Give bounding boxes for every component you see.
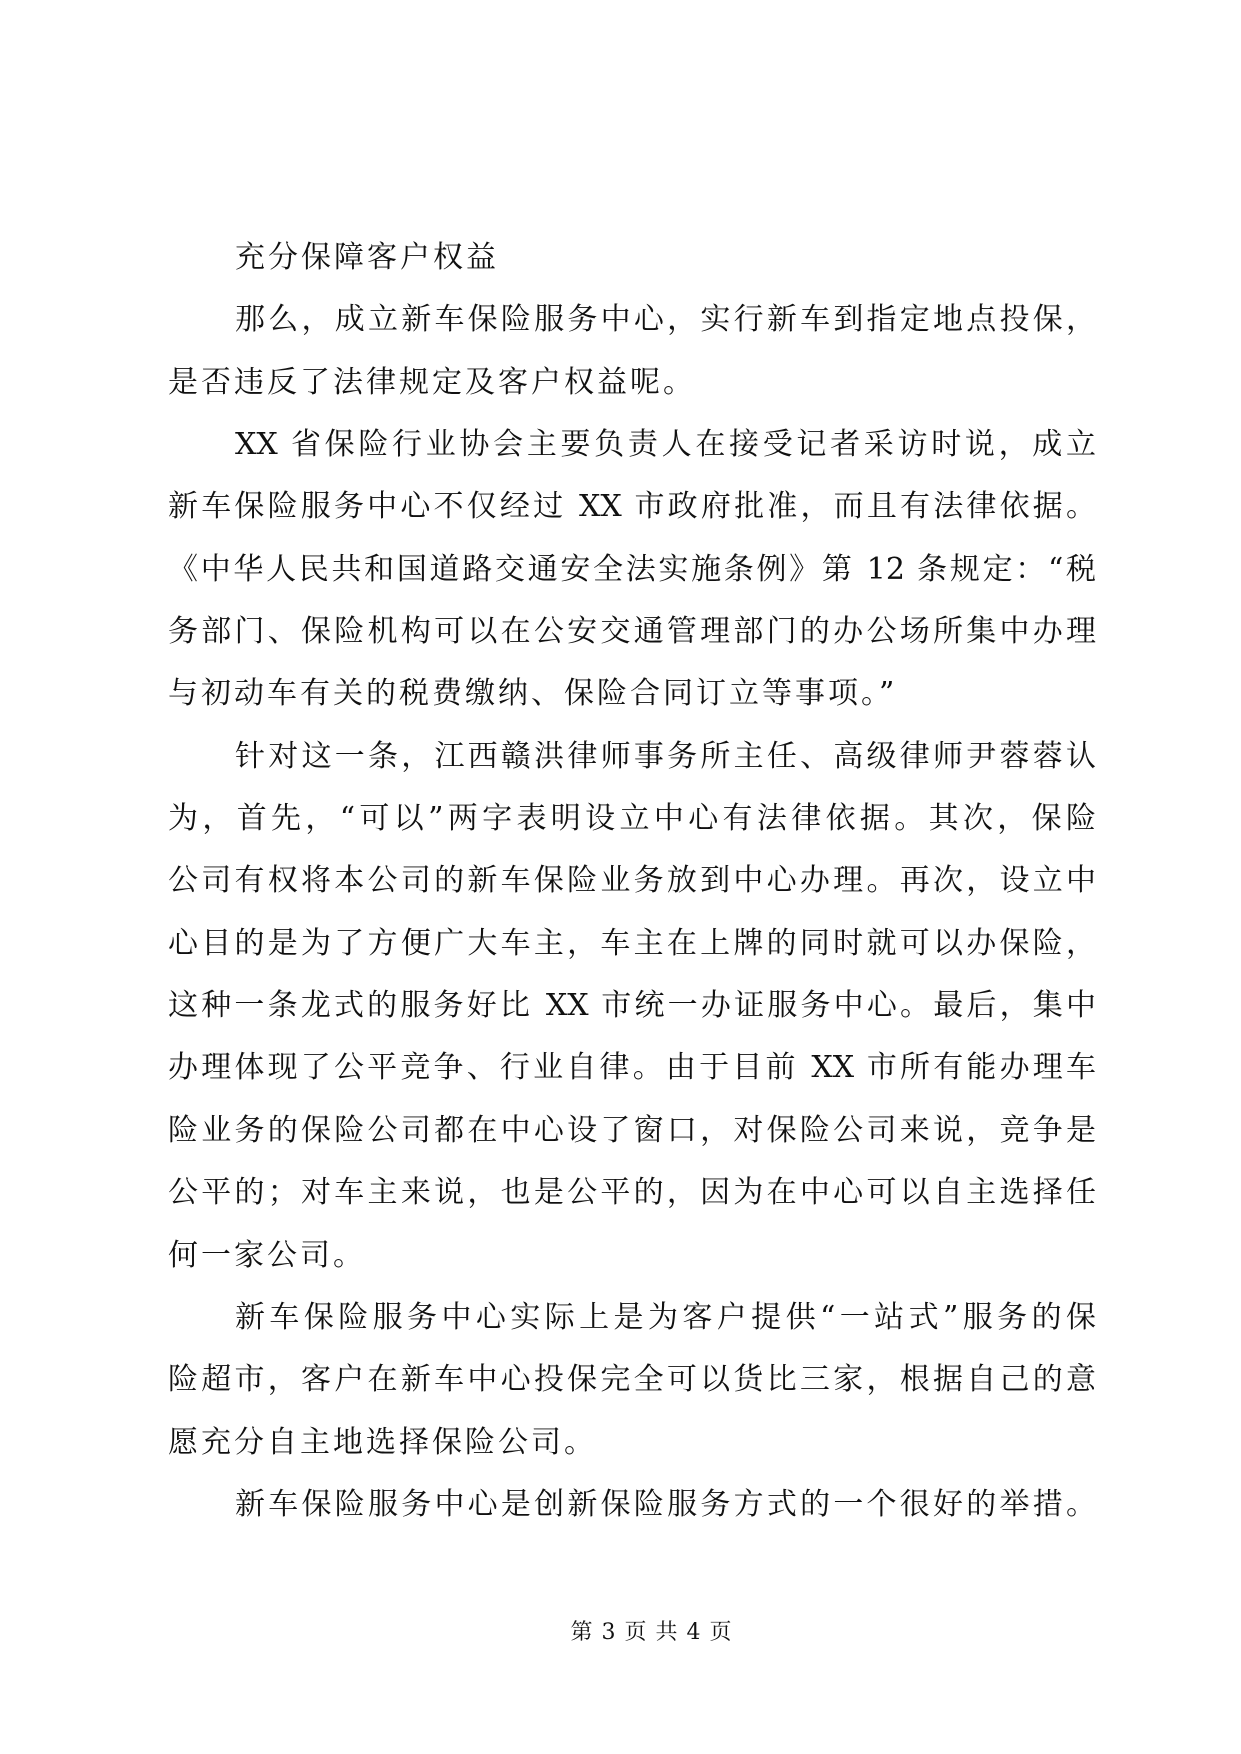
text-line: 险超市，客户在新车中心投保完全可以货比三家，根据自己的意 (168, 1362, 1096, 1398)
text-line: 公平的；对车主来说，也是公平的，因为在中心可以自主选择任 (168, 1175, 1096, 1211)
text-line: 何一家公司。 (168, 1237, 366, 1273)
text-line: 针对这一条，江西赣洪律师事务所主任、高级律师尹蓉蓉认 (235, 738, 1096, 774)
text-line: 新车保险服务中心不仅经过 XX 市政府批准，而且有法律依据。 (168, 489, 1096, 525)
text-line: 心目的是为了方便广大车主，车主在上牌的同时就可以办保险， (168, 925, 1096, 961)
text-line: 险业务的保险公司都在中心设了窗口，对保险公司来说，竞争是 (168, 1112, 1096, 1148)
paragraph (168, 414, 1096, 726)
paragraph (168, 227, 1096, 289)
text-line: 公司有权将本公司的新车保险业务放到中心办理。再次，设立中 (168, 863, 1096, 899)
text-line: 办理体现了公平竞争、行业自律。由于目前 XX 市所有能办理车 (168, 1050, 1096, 1086)
paragraph (168, 1474, 1096, 1536)
text-line: 是否违反了法律规定及客户权益呢。 (168, 364, 696, 400)
text-line: 这种一条龙式的服务好比 XX 市统一办证服务中心。最后，集中 (168, 988, 1096, 1024)
text-line: 《中华人民共和国道路交通安全法实施条例》第 12 条规定：“税 (168, 551, 1096, 587)
section-heading: 充分保障客户权益 (235, 240, 499, 275)
document-body (168, 227, 1096, 1536)
text-line: 与初动车有关的税费缴纳、保险合同订立等事项。” (168, 676, 898, 712)
paragraph (168, 289, 1096, 414)
text-line: 新车保险服务中心实际上是为客户提供“一站式”服务的保 (235, 1299, 1096, 1335)
paragraph (168, 1287, 1096, 1474)
text-line: XX 省保险行业协会主要负责人在接受记者采访时说，成立 (235, 427, 1096, 463)
page-number-footer: 第 3 页 共 4 页 (570, 1620, 733, 1645)
text-line: 那么，成立新车保险服务中心，实行新车到指定地点投保， (235, 302, 1096, 338)
text-line: 为，首先，“可以”两字表明设立中心有法律依据。其次，保险 (168, 801, 1096, 837)
text-line: 务部门、保险机构可以在公安交通管理部门的办公场所集中办理 (168, 614, 1096, 650)
text-line: 愿充分自主地选择保险公司。 (168, 1424, 597, 1460)
text-line: 新车保险服务中心是创新保险服务方式的一个很好的举措。 (235, 1486, 1096, 1522)
paragraph (168, 726, 1096, 1287)
